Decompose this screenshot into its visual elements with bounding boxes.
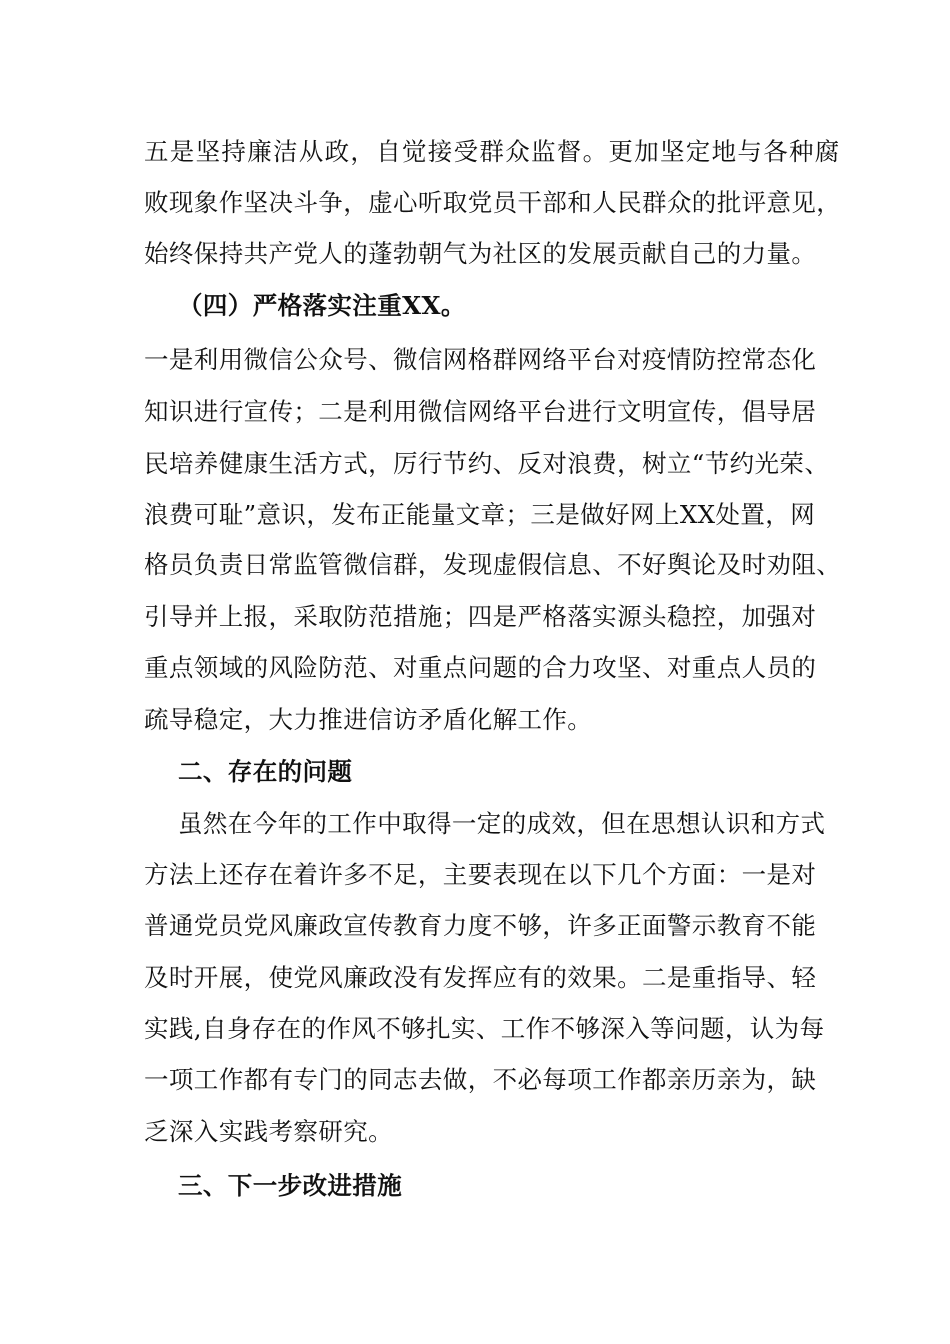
paragraph-line: 格员负责日常监管微信群，发现虚假信息、不好舆论及时劝阻、: [144, 550, 842, 579]
section-heading: 三、下一步改进措施: [178, 1171, 403, 1200]
paragraph-line: 五是坚持廉洁从政，自觉接受群众监督。更加坚定地与各种腐: [144, 137, 841, 166]
paragraph-line: 民培养健康生活方式，厉行节约、反对浪费，树立“节约光荣、: [144, 449, 830, 478]
paragraph-line: 乏深入实践考察研究。: [144, 1117, 393, 1146]
paragraph-line: 知识进行宣传；二是利用微信网络平台进行文明宣传，倡导居: [144, 397, 817, 426]
paragraph-line: 及时开展，使党风廉政没有发挥应有的效果。二是重指导、轻: [144, 963, 817, 992]
paragraph-line: 疏导稳定，大力推进信访矛盾化解工作。: [144, 705, 593, 734]
paragraph-line: 引导并上报，采取防范措施；四是严格落实源头稳控，加强对: [144, 602, 817, 631]
paragraph-line: 重点领域的风险防范、对重点问题的合力攻坚、对重点人员的: [144, 653, 817, 682]
paragraph-line: 败现象作坚决斗争，虚心听取党员干部和人民群众的批评意见，: [144, 188, 842, 217]
paragraph-line: 普通党员党风廉政宣传教育力度不够，许多正面警示教育不能: [144, 911, 817, 940]
paragraph-line: 虽然在今年的工作中取得一定的成效，但在思想认识和方式: [178, 809, 826, 838]
section-heading: （四）严格落实注重XX。: [178, 291, 466, 320]
paragraph-line: 实践,自身存在的作风不够扎实、工作不够深入等问题，认为每: [144, 1014, 825, 1043]
paragraph-line: 方法上还存在着许多不足，主要表现在以下几个方面：一是对: [144, 860, 817, 889]
paragraph-line: 浪费可耻”意识，发布正能量文章；三是做好网上XX处置，网: [144, 500, 816, 529]
paragraph-line: 始终保持共产党人的蓬勃朝气为社区的发展贡献自己的力量。: [144, 239, 817, 268]
section-heading: 二、存在的问题: [178, 757, 353, 786]
paragraph-line: 一项工作都有专门的同志去做，不必每项工作都亲历亲为，缺: [144, 1065, 817, 1094]
paragraph-line: 一是利用微信公众号、微信网格群网络平台对疫情防控常态化: [144, 345, 817, 374]
